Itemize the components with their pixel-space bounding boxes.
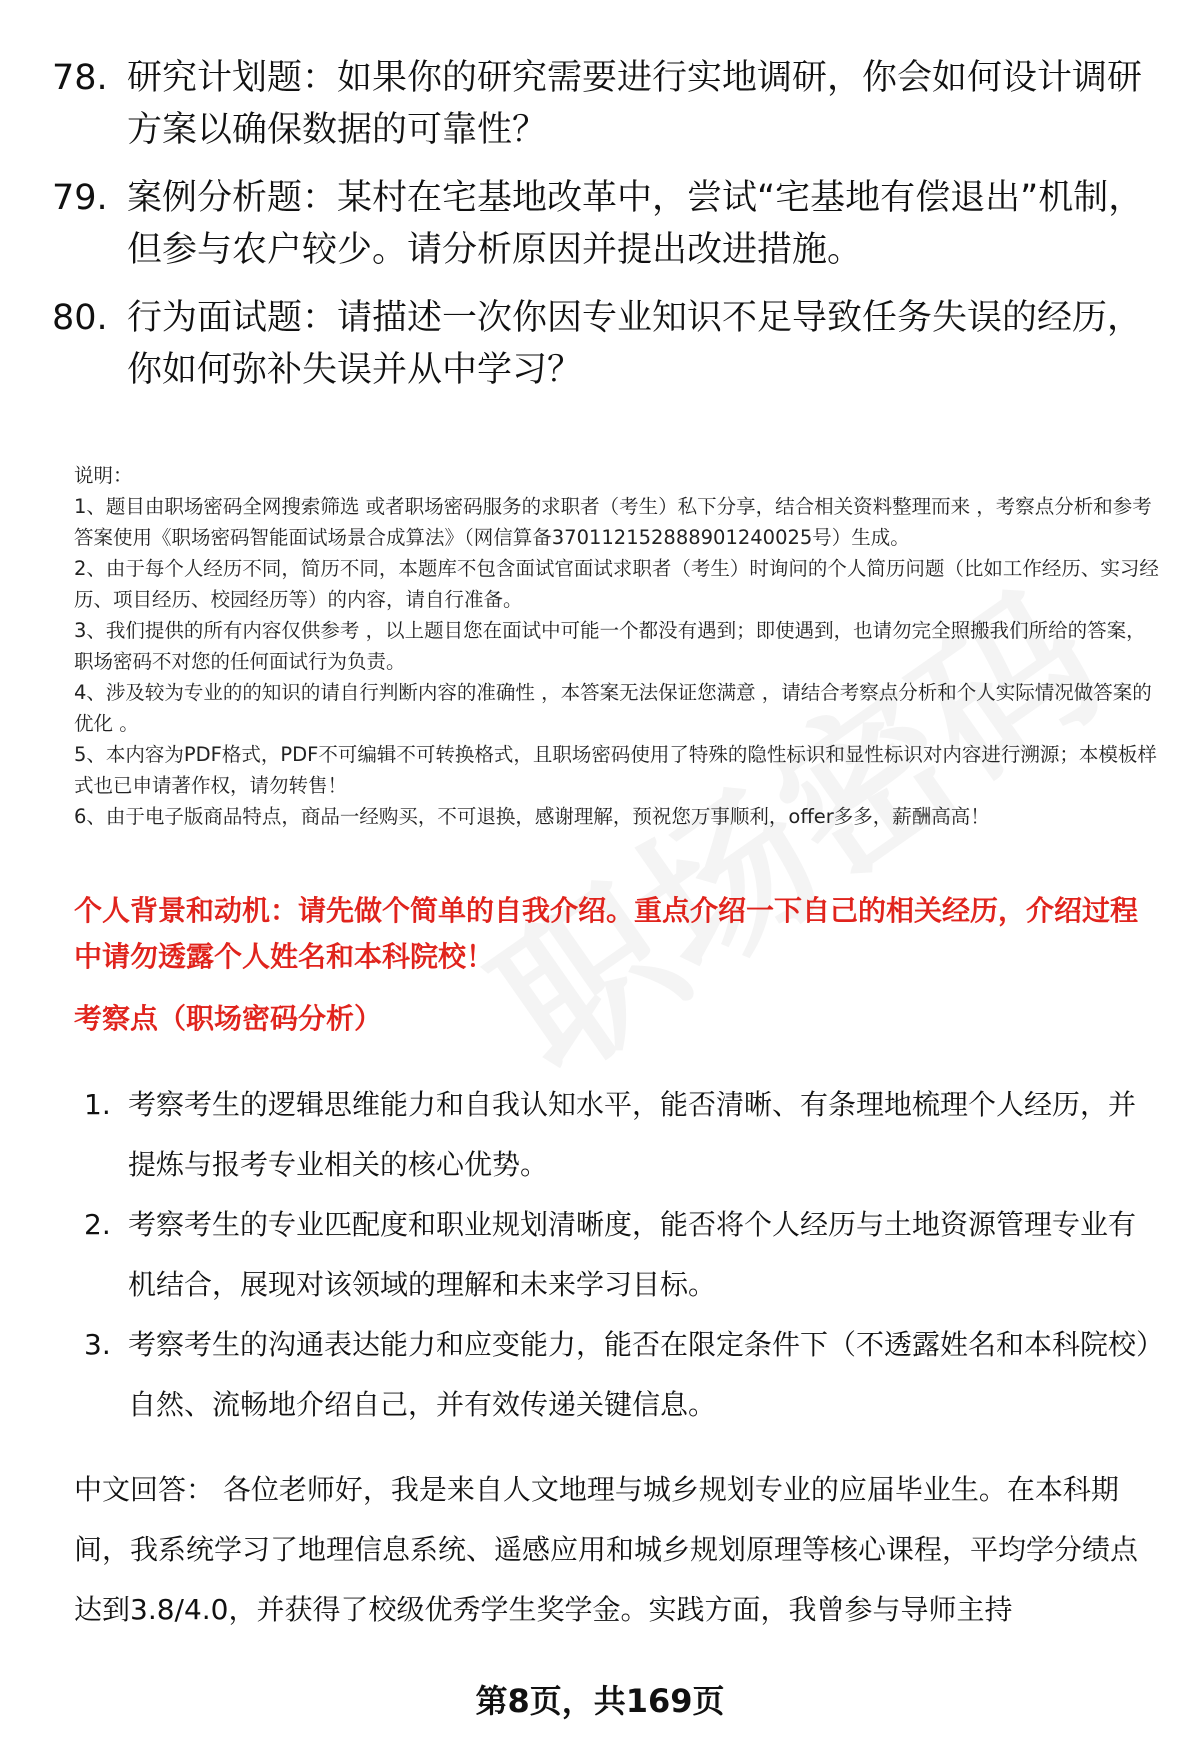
note-item: 1、题目由职场密码全网搜索筛选 或者职场密码服务的求职者（考生）私下分享，结合相关资料整理而来 ，考察点分析和参考答案使用《职场密码智能面试场景合成算法》（网信算备370112152888901240025号）生成。: [74, 495, 1152, 549]
list-text: 考察考生的逻辑思维能力和自我认知水平，能否清晰、有条理地梳理个人经历，并提炼与报考专业相关的核心优势。: [128, 1088, 1137, 1181]
notes-title: 说明：: [74, 464, 133, 487]
section-question: 个人背景和动机：请先做个简单的自我介绍。重点介绍一下自己的相关经历，介绍过程中请勿透露个人姓名和本科院校！: [74, 894, 1139, 973]
question-text: 研究计划题：如果你的研究需要进行实地调研，你会如何设计调研方案以确保数据的可靠性？: [127, 58, 1143, 150]
note-item: 3、我们提供的所有内容仅供参考 ，以上题目您在面试中可能一个都没有遇到；即使遇到，也请勿完全照搬我们所给的答案，职场密码不对您的任何面试行为负责。: [74, 619, 1146, 673]
list-number: 1.: [84, 1088, 111, 1121]
question-number: 78.: [52, 58, 108, 98]
list-item: [84, 1195, 1154, 1315]
note-item: 4、涉及较为专业的的知识的请自行判断内容的准确性 ，本答案无法保证您满意 ，请结合考察点分析和个人实际情况做答案的优化 。: [74, 681, 1152, 735]
list-item: [84, 1315, 1154, 1435]
list-number: 2.: [84, 1208, 111, 1241]
page-number: 第8页，共169页: [475, 1682, 725, 1720]
question-number: 79.: [52, 178, 108, 218]
answer-text: 中文回答： 各位老师好，我是来自人文地理与城乡规划专业的应届毕业生。在本科期间，我系统学习了地理信息系统、遥感应用和城乡规划原理等核心课程，平均学分绩点达到3.8/4.0，并获得了校级优秀学生奖学金。实践方面，我曾参与导师主持: [74, 1473, 1139, 1626]
list-text: 考察考生的沟通表达能力和应变能力，能否在限定条件下（不透露姓名和本科院校）自然、流畅地介绍自己，并有效传递关键信息。: [128, 1328, 1151, 1421]
question-79: [52, 172, 1152, 276]
question-text: 行为面试题：请描述一次你因专业知识不足导致任务失误的经历，你如何弥补失误并从中学习？: [127, 298, 1143, 390]
section-points-title: 考察点（职场密码分析）: [74, 1002, 383, 1035]
question-text: 案例分析题：某村在宅基地改革中，尝试“宅基地有偿退出”机制，但参与农户较少。请分析原因并提出改进措施。: [127, 178, 1144, 270]
question-80: [52, 292, 1152, 396]
note-item: 2、由于每个人经历不同，简历不同，本题库不包含面试官面试求职者（考生）时询问的个人简历问题（比如工作经历、实习经历、项目经历、校园经历等）的内容，请自行准备。: [74, 557, 1159, 611]
note-item: 5、本内容为PDF格式，PDF不可编辑不可转换格式，且职场密码使用了特殊的隐性标识和显性标识对内容进行溯源；本模板样式也已申请著作权，请勿转售！: [74, 743, 1157, 797]
list-item: [84, 1075, 1154, 1195]
notes-block: [74, 460, 1164, 832]
question-number: 80.: [52, 298, 108, 338]
list-number: 3.: [84, 1328, 111, 1361]
points-list: [84, 1075, 1154, 1435]
list-text: 考察考生的专业匹配度和职业规划清晰度，能否将个人经历与土地资源管理专业有机结合，展现对该领域的理解和未来学习目标。: [128, 1208, 1137, 1301]
question-78: [52, 52, 1152, 156]
note-item: 6、由于电子版商品特点，商品一经购买，不可退换，感谢理解，预祝您万事顺利，offer多多，薪酬高高！: [74, 805, 990, 828]
